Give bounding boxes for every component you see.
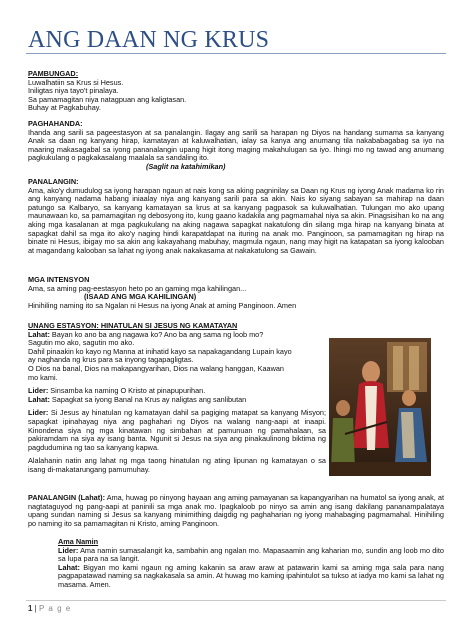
pambungad-heading: PAMBUNGAD: (28, 69, 79, 78)
lider-text: Sinsamba ka naming O Kristo at pinapupurihan. (48, 386, 206, 396)
lahat-label: Lahat: (58, 562, 80, 572)
intensyon-line: Ama, sa aming pag-eestasyon heto po an gaming mga kahilingan... (28, 283, 247, 293)
station-line: Sagutin mo ako, sagutin mo ako. (28, 338, 135, 348)
station-painting-image (329, 338, 431, 476)
page-title: ANG DAAN NG KRUS (28, 27, 270, 53)
intensyon-line: Hinihiling naming ito sa Ngalan ni Hesus na iyong Anak at aming Panginoon. Amen (28, 300, 297, 310)
lahat-text: Bayan ko ano ba ang nagawa ko? Ano ba ang sama ng loob mo? (49, 329, 264, 339)
paghahanda-note: (Saglit na katahimikan) (146, 161, 226, 171)
page-number: 1 (28, 604, 33, 613)
station-reflection: Alalahanin natin ang lahat ng mga taong hinatulan ng ating lipunan ng kamatayan o sa isang di-makatarungang pamumuhay. (28, 456, 326, 474)
station-line: mo kami. (28, 372, 58, 382)
lider-label: Lider: (58, 545, 79, 555)
lider-reflection-text: Si Jesus ay hinatulan ng kamatayan dahil sa pagiging matapat sa kanyang Misyon; sapagkat ipinahayag niya ang paghahari ng Diyos na walang nang-aapi at inaapi. Kinondena siya ng mga kinatawan ng simbahan at pamunuan ng pamahalaan, sa pakiramdam na siya ay isang banta. Ngunit si Jesus na siya ang pinakaulinong biktima ng pagdudumina ng tao sa kanyang kapwa. (28, 408, 326, 452)
footer-separator: | (32, 604, 39, 613)
station-line: ay naghanda ng krus para sa inyong tagapagligtas. (28, 355, 194, 365)
pambungad-line: Luwalhatiin sa Krus si Hesus. (28, 77, 124, 87)
ama-namin-lider-text: Ama namin sumasalangit ka, sambahin ang ngalan mo. Mapasaamin ang kaharian mo, sundin ang loob mo dito sa lupa para na sa langit. (58, 545, 444, 564)
intensyon-heading: MGA INTENSYON (28, 275, 90, 284)
pambungad-line: Buhay at Pagkabuhay. (28, 103, 101, 113)
panalangin-heading: PANALANGIN: (28, 177, 79, 186)
panalangin-section (28, 178, 444, 255)
page-word: P a g e (38, 604, 72, 613)
lahat-label: Lahat: (28, 329, 50, 339)
paghahanda-section (28, 120, 444, 172)
paghahanda-text: Ihanda ang sarili sa pageestasyon at sa panalangin. Ilagay ang sarili sa harapan ng Diyos na handang sumama sa kanyang Anak sa daan ng kanyang hirap, kamatayan at kaluwalhatian, ialay sa kanya ang anumang tila nakababagabag sa iyo na maaring makasagabal sa iyong pananalangin upang higit itong maging makahulugan sa iyo. Ihingi mo ng tawad ang anumang pagkukulang o pagkakasalang maalala sa sandaling ito. (28, 127, 444, 163)
station-section (28, 322, 326, 475)
ama-namin-heading: Ama Namin (58, 537, 99, 546)
lahat-label: Lahat: (28, 394, 50, 404)
pambungad-line: Iniligtas niya tayo't pinalaya. (28, 86, 119, 96)
ama-namin-lahat-text: Bigyan mo kami ngaun ng aming kakanin sa araw araw at patawarin kami sa aming mga sala para nang pagpapatawad naming sa nagkakasala sa amin. At huwag mo kaming ipahintulot sa tukso at iadya mo kami sa lahat ng masama. Amen. (58, 562, 444, 589)
title-divider (26, 53, 446, 54)
lider-label: Lider: (28, 408, 49, 418)
panalangin-lahat-text: Ama, huwag po ninyong hayaan ang aming pamayanan sa kapangyarihan na humatol sa iyong anak, at nagtataguyod ng pang-aapi at paninili sa mga anak mo. Ipagkaloob po ninyo sa amin ang isang dakilang pananampalataya upang sundan naming si Jesus sa kanyang minimithing daigdig ng paghaharian ng iyong mahabaging pagmamahal. Hinihiling po naming ito sa pamamagitan ni Kristo, aming Panginoon. (28, 493, 444, 528)
panalangin-lahat-label: PANALANGIN (Lahat): (28, 493, 105, 502)
intensyon-sub: (ISAAD ANG MGA KAHILINGAN) (84, 292, 197, 302)
pambungad-section (28, 70, 444, 113)
ama-namin-section (58, 538, 444, 590)
lider-label: Lider: (28, 386, 49, 396)
station-line: O Dios na banal, Dios na makapangyarihan, Dios na walang hanggan, Kaawan (28, 363, 284, 373)
footer-divider (26, 600, 446, 601)
intensyon-section (28, 276, 444, 310)
paghahanda-heading: PAGHAHANDA: (28, 119, 83, 128)
pambungad-line: Sa pamamagitan niya natagpuan ang kaligtasan. (28, 94, 187, 104)
page-footer (28, 604, 71, 613)
panalangin-text: Ama, ako'y dumudulog sa iyong harapan ngaun at nais kong sa aking pagninilay sa Daan ng Krus ng iyong Anak madama ko rin ang kanyang nadama habang iniaalay niya ang kanyang sarili para sa akin. Nais ko siyang sabayan sa mahirap na daan patungo sa Kalbaryo, sa kanyang kamatayan sa krus at sa kanyang pagpasok sa kuluwalhatian. Tulungan mo ako upang maunawaan ko, sa pamamagitan ng debosyong ito, kung gaano kadakila ang pagmamahal niya sa akin. Pinagsisihan ko na ang aking mga kasalanan at mga pagkukulang na aking nagawa sapagkat nakatulong din silang mga hirap na kanyang binata at sapagkat dahil sa mga ito ako'y naging hindi karapatdapat na ituring na anak mo. Panginoon, sa pamamagitan ng hirap na binate ni Hesus, ibigay mo sa akin ang kakayahang mabuhay, magmula ngaun, nang may higit na katapatan sa iyong kalooban at magandang kalooban sa lahat ng iyong anak nakakasama at nakakatulong sa Gawain. (28, 185, 444, 255)
station-line: Dahil pinaakin ko kayo ng Manna at inihatid kayo sa napakagandang Lupain kayo (28, 346, 292, 356)
lahat-text: Sapagkat sa iyong Banal na Krus ay naligtas ang sanlibutan (49, 394, 247, 404)
station-heading: UNANG ESTASYON: HINATULAN SI JESUS NG KAMATAYAN (28, 321, 238, 330)
panalangin-lahat-section (28, 494, 444, 528)
